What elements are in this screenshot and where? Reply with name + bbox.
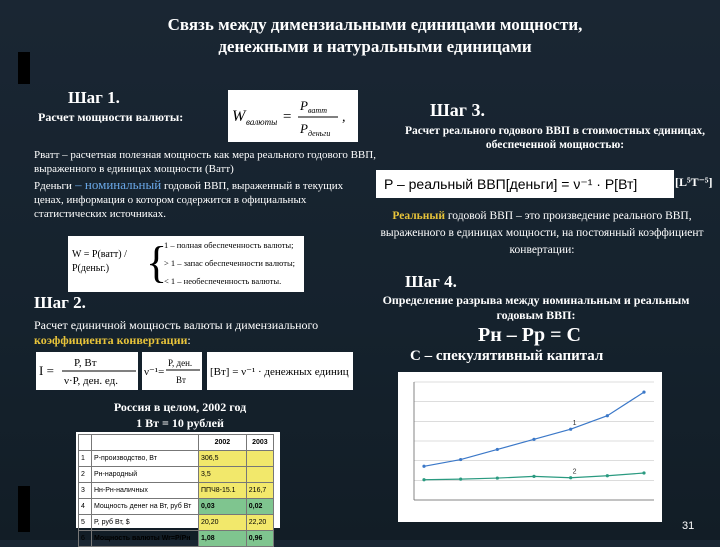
step2-formula1-svg — [36, 352, 138, 390]
svg-text:I =: I = — [39, 363, 54, 378]
svg-text:P: P — [300, 121, 308, 136]
step4-note: С – спекулятивный капитал — [410, 348, 604, 364]
series-point — [459, 458, 462, 461]
series-annotation: 1 — [572, 420, 577, 428]
step2-formula1 — [36, 352, 138, 390]
table-cell — [246, 451, 273, 467]
series-point — [642, 391, 645, 394]
series-point — [422, 478, 425, 481]
table-cell: 6 — [79, 531, 92, 547]
russia-label — [100, 399, 260, 431]
table-cell: 306,5 — [199, 451, 247, 467]
step1-cases-brace: { — [146, 238, 168, 287]
svg-text:Вт: Вт — [176, 375, 186, 385]
svg-text:валюты: валюты — [246, 117, 278, 127]
table-cell: 20,20 — [199, 515, 247, 531]
table-cell: 216,7 — [246, 483, 273, 499]
step2-formula2 — [142, 352, 202, 390]
svg-text:P, ден.: P, ден. — [168, 358, 193, 368]
step1-cases-box — [68, 236, 304, 292]
step3-subtitle: Расчет реального годового ВВП в стоимостных единицах, обеспеченной мощностью: — [405, 125, 705, 151]
step4-formula: Pн – Pр = С — [478, 324, 581, 346]
series-point — [496, 476, 499, 479]
series-point — [532, 438, 535, 441]
table-cell: 0,02 — [246, 499, 273, 515]
table-cell: 0,03 — [199, 499, 247, 515]
series-annotation: 2 — [572, 468, 577, 476]
table-cell: Pн-народный — [92, 467, 199, 483]
svg-text:ватт: ватт — [308, 106, 327, 115]
step2-subtitle-part1: Расчет единичной мощность валюты и димензиального — [34, 318, 319, 332]
series-point — [642, 471, 645, 474]
step2-subtitle — [34, 318, 364, 348]
step4-heading: Шаг 4. — [405, 272, 457, 291]
svg-text:ν·P, ден. ед.: ν·P, ден. ед. — [64, 375, 118, 387]
series-point — [532, 475, 535, 478]
step2-subtitle-highlight: коэффициента конвертации — [34, 333, 188, 347]
svg-text:=: = — [282, 109, 293, 125]
table-cell: 4 — [79, 499, 92, 515]
chart-panel — [398, 372, 662, 522]
step4-subtitle: Определение разрыва между номинальным и реальным годовым ВВП: — [382, 293, 690, 322]
step3-heading: Шаг 3. — [430, 100, 485, 120]
svg-text:деньги: деньги — [308, 129, 331, 138]
table-cell: 1 — [79, 451, 92, 467]
table-header-row — [79, 435, 274, 451]
data-table-box — [76, 432, 280, 542]
table-row — [79, 467, 274, 483]
decor-bar-top — [18, 52, 30, 84]
step3-units: [L⁵T⁻⁵] — [675, 175, 713, 189]
page-number: 31 — [682, 520, 695, 532]
table-cell: 1,08 — [199, 531, 247, 547]
table-header-cell — [92, 435, 199, 451]
svg-text:W: W — [232, 108, 246, 125]
series-point — [459, 477, 462, 480]
step2-formula2-svg — [142, 352, 202, 390]
table-cell: P-производство, Вт — [92, 451, 199, 467]
svg-text:ν⁻¹=: ν⁻¹= — [144, 366, 165, 378]
series-line-1 — [424, 392, 644, 466]
step1-case-1: 1 – полная обеспеченность валюты; — [164, 240, 294, 250]
step1-case-2: > 1 – запас обеспеченности валюты; — [164, 258, 296, 268]
step1-case-3: < 1 – необеспеченность валюты. — [164, 276, 282, 286]
step1-formula — [228, 90, 358, 142]
table-header-cell: 2003 — [246, 435, 273, 451]
table-cell: 3,5 — [199, 467, 247, 483]
table-header-cell — [79, 435, 92, 451]
step3-desc — [372, 208, 712, 259]
step2-formula3 — [207, 352, 353, 390]
table-cell: Мощность валюты Wr=P/Pн — [92, 531, 199, 547]
step1-formula-svg — [228, 90, 358, 142]
step1-desc2-prefix: Pденьги — [34, 180, 72, 192]
table-cell: ППЧ8-15.1 — [199, 483, 247, 499]
table-cell: 22,20 — [246, 515, 273, 531]
series-point — [569, 428, 572, 431]
table-row — [79, 451, 274, 467]
russia-line1: Россия в целом, 2002 год — [113, 400, 247, 414]
step1-subtitle: Расчет мощности валюты: — [38, 110, 184, 124]
step2-subtitle-end: : — [187, 333, 191, 347]
table-row — [79, 515, 274, 531]
series-point — [606, 414, 609, 417]
step2-formula3-svg — [207, 352, 353, 390]
table-cell: Нн-Рн-наличных — [92, 483, 199, 499]
table-row — [79, 499, 274, 515]
series-point — [496, 448, 499, 451]
russia-line2: 1 Вт = 10 рублей — [136, 416, 224, 430]
step1-desc2 — [34, 178, 364, 221]
step1-heading: Шаг 1. — [68, 88, 120, 107]
svg-text:[Вт] = ν⁻¹ · денежных единиц: [Вт] = ν⁻¹ · денежных единиц — [210, 366, 349, 378]
step3-desc-text: годовой ВВП – это произведение реального ВВП, выраженного в единицах мощности, на постоянный коэффициент конвертации: — [380, 210, 704, 256]
step2-heading: Шаг 2. — [34, 293, 86, 312]
table-header-cell: 2002 — [199, 435, 247, 451]
table-cell: 0,96 — [246, 531, 273, 547]
table-row — [79, 531, 274, 547]
series-point — [606, 474, 609, 477]
table-cell: P, руб Вт, $ — [92, 515, 199, 531]
data-table — [78, 434, 274, 547]
series-point — [569, 476, 572, 479]
table-cell: 5 — [79, 515, 92, 531]
svg-text:P: P — [300, 98, 308, 113]
table-cell — [246, 467, 273, 483]
step3-formula: P – реальный ВВП[деньги] = ν⁻¹ · P[Вт] — [376, 170, 674, 198]
step1-desc1: Pватт – расчетная полезная мощность как мера реального годового ВВП, выраженного в единицах мощности (Ватт) — [34, 149, 376, 175]
svg-text:,: , — [342, 110, 346, 125]
table-cell: 2 — [79, 467, 92, 483]
table-cell: 3 — [79, 483, 92, 499]
table-row — [79, 483, 274, 499]
series-point — [422, 465, 425, 468]
slide-title-line2: денежными и натуральными единицами — [218, 37, 532, 56]
slide-title-line1: Связь между димензиальными единицами мощности, — [167, 15, 583, 34]
chart-svg — [398, 372, 662, 522]
step1-desc2-highlight: – номинальный — [71, 177, 162, 192]
table-cell: Мощность денег на Вт, руб Вт — [92, 499, 199, 515]
step1-cases-lhs: W = P(ватт) / P(деньг.) — [72, 249, 127, 274]
decor-bar-bottom — [18, 486, 30, 532]
step1-desc2-rest: годовой ВВП, выраженный в текущих ценах, информация о котором содержится в официальных статистических источниках. — [34, 180, 344, 220]
slide-title — [80, 14, 670, 58]
step3-desc-highlight: Реальный — [392, 210, 445, 222]
svg-text:P, Вт: P, Вт — [74, 357, 97, 369]
